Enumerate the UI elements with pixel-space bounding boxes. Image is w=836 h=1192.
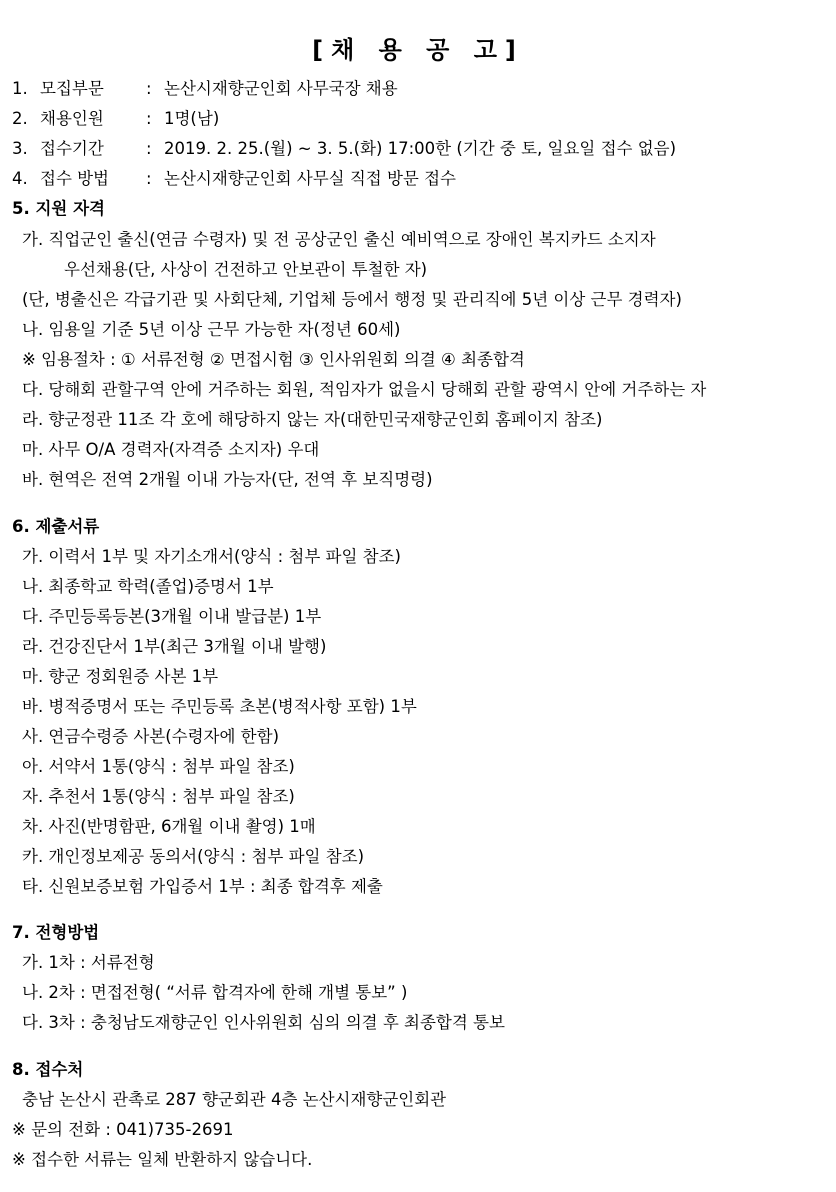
row-value: 2019. 2. 25.(월) ~ 3. 5.(화) 17:00한 (기간 중 토, 일요일 접수 없음) — [164, 139, 677, 158]
qualification-item: 나. 임용일 기준 5년 이상 근무 가능한 자(정년 60세) — [22, 320, 401, 339]
document-item: 나. 최종학교 학력(졸업)증명서 1부 — [22, 577, 274, 596]
document-item: 다. 주민등록등본(3개월 이내 발급분) 1부 — [22, 607, 322, 626]
row-label: 모집부문 — [40, 79, 104, 98]
document-item: 가. 이력서 1부 및 자기소개서(양식 : 첨부 파일 참조) — [22, 547, 401, 566]
notice-title: [채 용 공 고] — [312, 36, 524, 64]
document-item: 마. 향군 정회원증 사본 1부 — [22, 667, 219, 686]
qualification-item-continued: 우선채용(단, 사상이 건전하고 안보관이 투철한 자) — [64, 260, 428, 279]
document-item: 사. 연금수령증 사본(수령자에 한함) — [22, 727, 279, 746]
no-return-note: ※ 접수한 서류는 일체 반환하지 않습니다. — [12, 1150, 313, 1169]
qualification-item: 가. 직업군인 출신(연금 수령자) 및 전 공상군인 출신 예비역으로 장애인 복지카드 소지자 — [22, 230, 656, 249]
document-item: 차. 사진(반명함판, 6개월 이내 촬영) 1매 — [22, 817, 316, 836]
selection-step: 다. 3차 : 충청남도재향군인 인사위원회 심의 의결 후 최종합격 통보 — [22, 1013, 505, 1032]
row-number: 2. — [12, 109, 28, 128]
row-colon: : — [146, 169, 152, 188]
document-item: 라. 건강진단서 1부(최근 3개월 이내 발행) — [22, 637, 327, 656]
row-value: 논산시재향군인회 사무국장 채용 — [164, 79, 398, 98]
document-item: 타. 신원보증보험 가입증서 1부 : 최종 합격후 제출 — [22, 877, 383, 896]
selection-step: 나. 2차 : 면접전형( “서류 합격자에 한해 개별 통보” ) — [22, 983, 408, 1002]
row-colon: : — [146, 79, 152, 98]
reception-address: 충남 논산시 관촉로 287 향군회관 4층 논산시재향군인회관 — [22, 1090, 447, 1109]
row-colon: : — [146, 139, 152, 158]
section-heading-qualifications: 5. 지원 자격 — [12, 199, 105, 218]
qualification-item: 라. 향군정관 11조 각 호에 해당하지 않는 자(대한민국재향군인회 홈페이지 참조) — [22, 410, 603, 429]
row-number: 3. — [12, 139, 28, 158]
contact-phone-note: ※ 문의 전화 : 041)735-2691 — [12, 1120, 234, 1139]
qualification-item: 다. 당해회 관할구역 안에 거주하는 회원, 적임자가 없을시 당해회 관할 광역시 안에 거주하는 자 — [22, 380, 707, 399]
qualification-item: 바. 현역은 전역 2개월 이내 가능자(단, 전역 후 보직명령) — [22, 470, 433, 489]
section-heading-selection: 7. 전형방법 — [12, 923, 100, 942]
row-label: 접수 방법 — [40, 169, 110, 188]
appointment-procedure-note: ※ 임용절차 : ① 서류전형 ② 면접시험 ③ 인사위원회 의결 ④ 최종합격 — [22, 350, 525, 369]
section-heading-documents: 6. 제출서류 — [12, 517, 100, 536]
section-heading-reception: 8. 접수처 — [12, 1060, 84, 1079]
qualification-note: (단, 병출신은 각급기관 및 사회단체, 기업체 등에서 행정 및 관리직에 5년 이상 근무 경력자) — [22, 290, 682, 309]
row-label: 접수기간 — [40, 139, 104, 158]
document-item: 자. 추천서 1통(양식 : 첨부 파일 참조) — [22, 787, 295, 806]
row-label: 채용인원 — [40, 109, 104, 128]
row-colon: : — [146, 109, 152, 128]
document-item: 카. 개인정보제공 동의서(양식 : 첨부 파일 참조) — [22, 847, 365, 866]
row-value: 논산시재향군인회 사무실 직접 방문 접수 — [164, 169, 456, 188]
row-value: 1명(남) — [164, 109, 220, 128]
document-item: 아. 서약서 1통(양식 : 첨부 파일 참조) — [22, 757, 295, 776]
document-item: 바. 병적증명서 또는 주민등록 초본(병적사항 포함) 1부 — [22, 697, 417, 716]
row-number: 4. — [12, 169, 28, 188]
row-number: 1. — [12, 79, 28, 98]
selection-step: 가. 1차 : 서류전형 — [22, 953, 155, 972]
qualification-item: 마. 사무 O/A 경력자(자격증 소지자) 우대 — [22, 440, 320, 459]
